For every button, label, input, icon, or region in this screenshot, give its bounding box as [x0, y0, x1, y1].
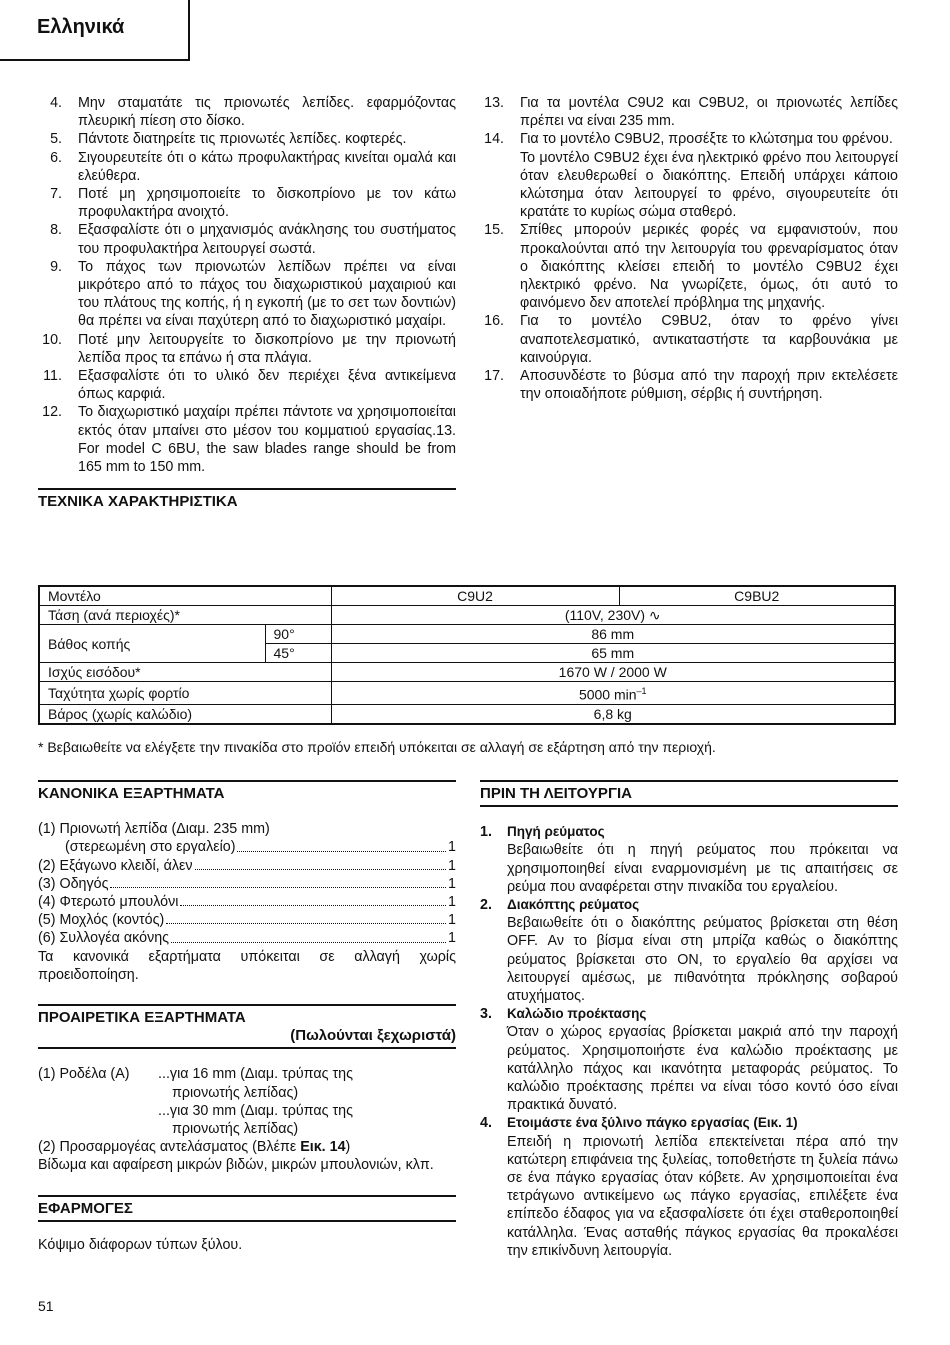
left-lower-column	[38, 780, 456, 1254]
item-label: (2) Εξάγωνο κλειδί, άλεν	[38, 857, 193, 874]
optional-item-1	[38, 1065, 456, 1138]
step-text: Βεβαιωθείτε ότι η πηγή ρεύματος που πρόκειται να χρησιμοποιηθεί είναι εναρμονισμένη με τις απαιτήσεις σε ρεύμα που αναφέρεται στην πινακίδα του εργαλείου.	[507, 842, 898, 895]
list-item	[480, 221, 898, 312]
leader-dots	[166, 911, 446, 924]
option-line: ...για 30 mm (Διαμ. τρύπας της	[158, 1102, 353, 1119]
item-label: (6) Συλλογέα ακόνης	[38, 930, 170, 947]
item-number: 10.	[42, 331, 62, 348]
specs-table-wrap	[38, 585, 896, 725]
input-value: 1670 W / 2000 W	[331, 663, 895, 682]
standard-accessories-note: Τα κανονικά εξαρτήματα υπόκειται σε αλλαγή χωρίς προειδοποίηση.	[38, 948, 456, 983]
speed-value: 5000 min	[578, 686, 637, 703]
item-label: (3) Οδηγός	[38, 875, 109, 892]
step-title: Ετοιμάστε ένα ξύλινο πάγκο εργασίας (Εικ. 1)	[507, 1115, 798, 1131]
item-label: (4) Φτερωτό μπουλόνι	[38, 894, 179, 911]
item-text: Για το μοντέλο C9BU2, προσέξτε το κλώτσημα του φρένου.	[520, 131, 893, 148]
list-item	[38, 367, 456, 403]
table-row	[39, 682, 895, 705]
list-item	[38, 911, 456, 929]
voltage-label: Τάση (ανά περιοχές)*	[39, 606, 331, 625]
optional-item-2-close: )	[345, 1139, 351, 1156]
table-row	[39, 606, 895, 625]
standard-item-1-line1: (1) Πριονωτή λεπίδα (Διαμ. 235 mm)	[38, 821, 270, 838]
item-text: Ποτέ μην λειτουργείτε το δισκοπρίονο με την πριονωτή λεπίδα προς τα επάνω ή στα πλάγια.	[78, 331, 456, 366]
list-item	[38, 875, 456, 893]
safety-notes-left	[38, 94, 456, 476]
item-text: Σιγουρευτείτε ότι ο κάτω προφυλακτήρας κινείται ομαλά και ελεύθερα.	[78, 149, 456, 184]
optional-accessories-subheading: (Πωλούνται ξεχωριστά)	[38, 1027, 456, 1049]
speed-label: Ταχύτητα χωρίς φορτίο	[39, 682, 331, 705]
step-number: 4.	[480, 1115, 492, 1132]
item-number: 15.	[484, 222, 504, 239]
item-text: Πάντοτε διατηρείτε τις πριονωτές λεπίδες. κοφτερές.	[78, 131, 407, 148]
list-item	[480, 94, 898, 130]
model-c9u2: C9U2	[331, 586, 619, 606]
table-row	[39, 663, 895, 682]
leader-dots	[110, 875, 446, 888]
item-text: Εξασφαλίστε ότι ο μηχανισμός ανάκλησης του συστήματος του προφυλακτήρα λειτουργεί σωστά.	[78, 222, 456, 257]
left-column	[38, 94, 456, 511]
item-text: Για το μοντέλο C9BU2, όταν το φρένο γίνει αναποτελεσματικό, αντικαταστήστε τα καρβουνάκια με καινούργια.	[520, 313, 898, 366]
weight-value: 6,8 kg	[331, 704, 895, 724]
voltage-value: (110V, 230V) ∿	[331, 606, 895, 625]
weight-label: Βάρος (χωρίς καλώδιο)	[39, 704, 331, 724]
item-text: Μην σταματάτε τις πριονωτές λεπίδες. εφαρμόζοντας πλευρική πίεση στο δίσκο.	[78, 95, 456, 130]
item-qty: 1	[448, 839, 456, 856]
list-item	[38, 130, 456, 148]
step-number: 3.	[480, 1006, 492, 1023]
step-title: Πηγή ρεύματος	[507, 824, 605, 840]
item-number: 13.	[484, 95, 504, 111]
list-item	[480, 312, 898, 367]
leader-dots	[171, 929, 446, 942]
language-tab	[0, 0, 190, 61]
list-item	[38, 185, 456, 221]
model-label: Μοντέλο	[39, 586, 331, 606]
leader-dots	[195, 857, 447, 870]
list-item	[38, 893, 456, 911]
item-qty: 1	[448, 930, 456, 947]
item-text: Εξασφαλίστε ότι το υλικό δεν περιέχει ξένα αντικείμενα όπως καρφιά.	[78, 368, 456, 403]
list-item	[480, 896, 898, 1005]
list-item	[38, 149, 456, 185]
leader-dots	[180, 893, 446, 906]
step-text: Βεβαιωθείτε ότι ο διακόπτης ρεύματος βρίσκεται στη θέση OFF. Αν το βίσμα είναι στη μπρίζα καθώς ο διακόπτης ρεύματος βρίσκεται στο ON, το εργαλείο θα αρχίσει να λειτουργεί αμέσως, με πιθανότητα πρόκλησης σοβαρού ατυχήματος.	[507, 915, 898, 1005]
list-item	[38, 94, 456, 130]
option-line: πριονωτής λεπίδας)	[172, 1084, 299, 1101]
item-number: 9.	[50, 258, 62, 275]
item-text: Για τα μοντέλα C9U2 και C9BU2, οι πριονωτές λεπίδες πρέπει να είναι 235 mm.	[520, 95, 898, 130]
item-label: (5) Μοχλός (κοντός)	[38, 912, 165, 929]
list-item	[480, 130, 898, 221]
item-text: Ποτέ μη χρησιμοποιείτε το δισκοπρίονο με τον κάτω προφυλακτήρα ανοιχτό.	[78, 186, 456, 221]
optional-item-2	[38, 1138, 456, 1156]
option-line: ...για 16 mm (Διαμ. τρύπας της	[158, 1066, 353, 1083]
standard-accessories-list	[38, 838, 456, 947]
list-item	[38, 857, 456, 875]
item-qty: 1	[448, 875, 456, 892]
before-operation-heading: ΠΡΙΝ ΤΗ ΛΕΙΤΟΥΡΓΙΑ	[480, 780, 898, 807]
model-c9bu2: C9BU2	[619, 586, 895, 606]
input-label: Ισχύς εισόδου*	[39, 663, 331, 682]
language-label: Ελληνικά	[37, 16, 125, 38]
item-text: Σπίθες μπορούν μερικές φορές να εμφανιστούν, που προκαλούνται από την λειτουργία του φρεναρίσματος όταν ο διακόπτης κλείσει επειδή το μοντέλο C9BU2 έχει ηλεκτρικό φρένο. Να γνωρίζετε, όμως, ότι αυτό το φαινόμενο δεν αποτελεί πρόβλημα της μηχανής.	[520, 222, 898, 312]
option-line: πριονωτής λεπίδας)	[172, 1121, 299, 1138]
item-number: 7.	[50, 186, 62, 203]
list-item	[480, 367, 898, 403]
optional-item-2-text: (2) Προσαρμογέας αντελάσματος (Βλέπε	[38, 1139, 297, 1156]
speed-exponent: –1	[636, 686, 647, 696]
item-number: 8.	[50, 222, 62, 239]
specs-heading: ΤΕΧΝΙΚΑ ΧΑΡΑΚΤΗΡΙΣΤΙΚΑ	[38, 488, 456, 511]
figure-reference: Εικ. 14	[300, 1139, 346, 1156]
step-title: Καλώδιο προέκτασης	[507, 1006, 647, 1022]
item-number: 12.	[42, 404, 62, 421]
table-row	[39, 586, 895, 606]
before-operation-steps	[480, 823, 898, 1260]
step-number: 2.	[480, 897, 492, 914]
standard-accessories-heading: ΚΑΝΟΝΙΚΑ ΕΞΑΡΤΗΜΑΤΑ	[38, 780, 456, 803]
list-item	[480, 1005, 898, 1114]
angle-90: 90°	[265, 625, 331, 644]
specs-table	[38, 585, 896, 725]
optional-item-1-options	[158, 1065, 456, 1138]
depth-90-value: 86 mm	[331, 625, 895, 644]
item-text: Το πάχος των πριονωτών λεπίδων πρέπει να είναι μικρότερο από το πάχος του διαχωριστικού μαχαιριού και του πλάτους της κοπής, ή η εγκοπή (με το σετ των δοντιών) θα πρέπει να είναι παχύτερη από το διαχωριστικό μαχαίρι.	[78, 258, 456, 330]
item-text: Αποσυνδέστε το βύσμα από την παροχή πριν εκτελέσετε την οποιαδήποτε ρύθμιση, σέρβις ή συντήρηση.	[520, 368, 898, 403]
depth-label: Βάθος κοπής	[39, 625, 265, 663]
optional-accessories-heading: ΠΡΟΑΙΡΕΤΙΚΑ ΕΞΑΡΤΗΜΑΤΑ	[38, 1004, 456, 1027]
right-lower-column	[480, 780, 898, 1260]
item-label: (στερεωμένη στο εργαλείο)	[65, 839, 236, 856]
angle-45: 45°	[265, 644, 331, 663]
applications-heading: ΕΦΑΡΜΟΓΕΣ	[38, 1195, 456, 1222]
item-qty: 1	[448, 912, 456, 929]
item-text: Το διαχωριστικό μαχαίρι πρέπει πάντοτε να χρησιμοποιείται εκτός όταν μπαίνει στο μέσον του κομματιού εργασίας.13. For model C 6BU, the saw blades range should be from 165 mm to 150 mm.	[78, 404, 456, 476]
list-item	[38, 838, 456, 856]
list-item	[38, 331, 456, 367]
item-number: 16.	[484, 313, 504, 330]
step-text: Όταν ο χώρος εργασίας βρίσκεται μακριά από την παροχή ρεύματος. Χρησιμοποιήστε ένα καλώδιο προέκτασης με κατάλληλο πάχος και ικανότητα μεταφοράς ρεύματος. Το καλώδιο προέκτασης πρέπει να είναι τόσο κοντό όσο είναι πρακτικά δυνατό.	[507, 1024, 898, 1114]
applications-text: Κόψιμο διάφορων τύπων ξύλου.	[38, 1236, 243, 1253]
item-number: 17.	[484, 368, 504, 385]
item-qty: 1	[448, 857, 456, 874]
list-item	[480, 823, 898, 896]
table-row	[39, 704, 895, 724]
list-item	[38, 403, 456, 476]
leader-dots	[237, 838, 446, 851]
step-text: Επειδή η πριονωτή λεπίδα επεκτείνεται πέρα από την κατώτερη επιφάνεια της ξυλείας, τοποθετήστε τη ξυλεία πάνω σε ένα πάγκο εργασίας όταν κόβετε. Αν χρησιμοποιείται ένα τετράγωνο αντικείμενο ως πάγκο εργασίας, επιλέξετε ένα επίπεδο έδαφος για να εξασφαλίσετε ότι έχει σταθεροποιηθεί κατάλληλα. Ένας ασταθής πάγκος εργασίας θα προκαλέσει την επικίνδυνη λειτουργία.	[507, 1133, 898, 1259]
item-number: 11.	[43, 368, 62, 385]
optional-item-1-label: (1) Ροδέλα (A)	[38, 1066, 130, 1083]
item-qty: 1	[448, 894, 456, 911]
page-number: 51	[38, 1298, 54, 1314]
item-number: 5.	[50, 131, 62, 148]
depth-45-value: 65 mm	[331, 644, 895, 663]
item-number: 14.	[484, 131, 504, 148]
specs-footnote: * Βεβαιωθείτε να ελέγξετε την πινακίδα στο προϊόν επειδή υπόκειται σε αλλαγή σε εξάρτηση από την περιοχή.	[38, 739, 716, 755]
item-number: 6.	[50, 149, 62, 166]
item-number: 4.	[50, 95, 62, 111]
list-item	[480, 1114, 898, 1260]
safety-notes-right	[480, 94, 898, 403]
list-item	[38, 258, 456, 331]
item-extra-text: Το μοντέλο C9BU2 έχει ένα ηλεκτρικό φρένο που λειτουργεί όταν ελευθερωθεί ο διακόπτης. Επειδή υπάρχει κάποιο κλώτσημα όταν λειτουργεί το φρένο, σιγουρευτείτε ότι κρατάτε το κυρίως σώμα σταθερό.	[520, 149, 898, 221]
right-column	[480, 94, 898, 403]
step-title: Διακόπτης ρεύματος	[507, 897, 640, 913]
list-item	[38, 929, 456, 947]
table-row	[39, 625, 895, 644]
optional-item-3: Βίδωμα και αφαίρεση μικρών βιδών, μικρών μπουλονιών, κλπ.	[38, 1157, 434, 1174]
step-number: 1.	[480, 824, 492, 841]
speed-cell	[331, 682, 895, 705]
list-item	[38, 221, 456, 257]
